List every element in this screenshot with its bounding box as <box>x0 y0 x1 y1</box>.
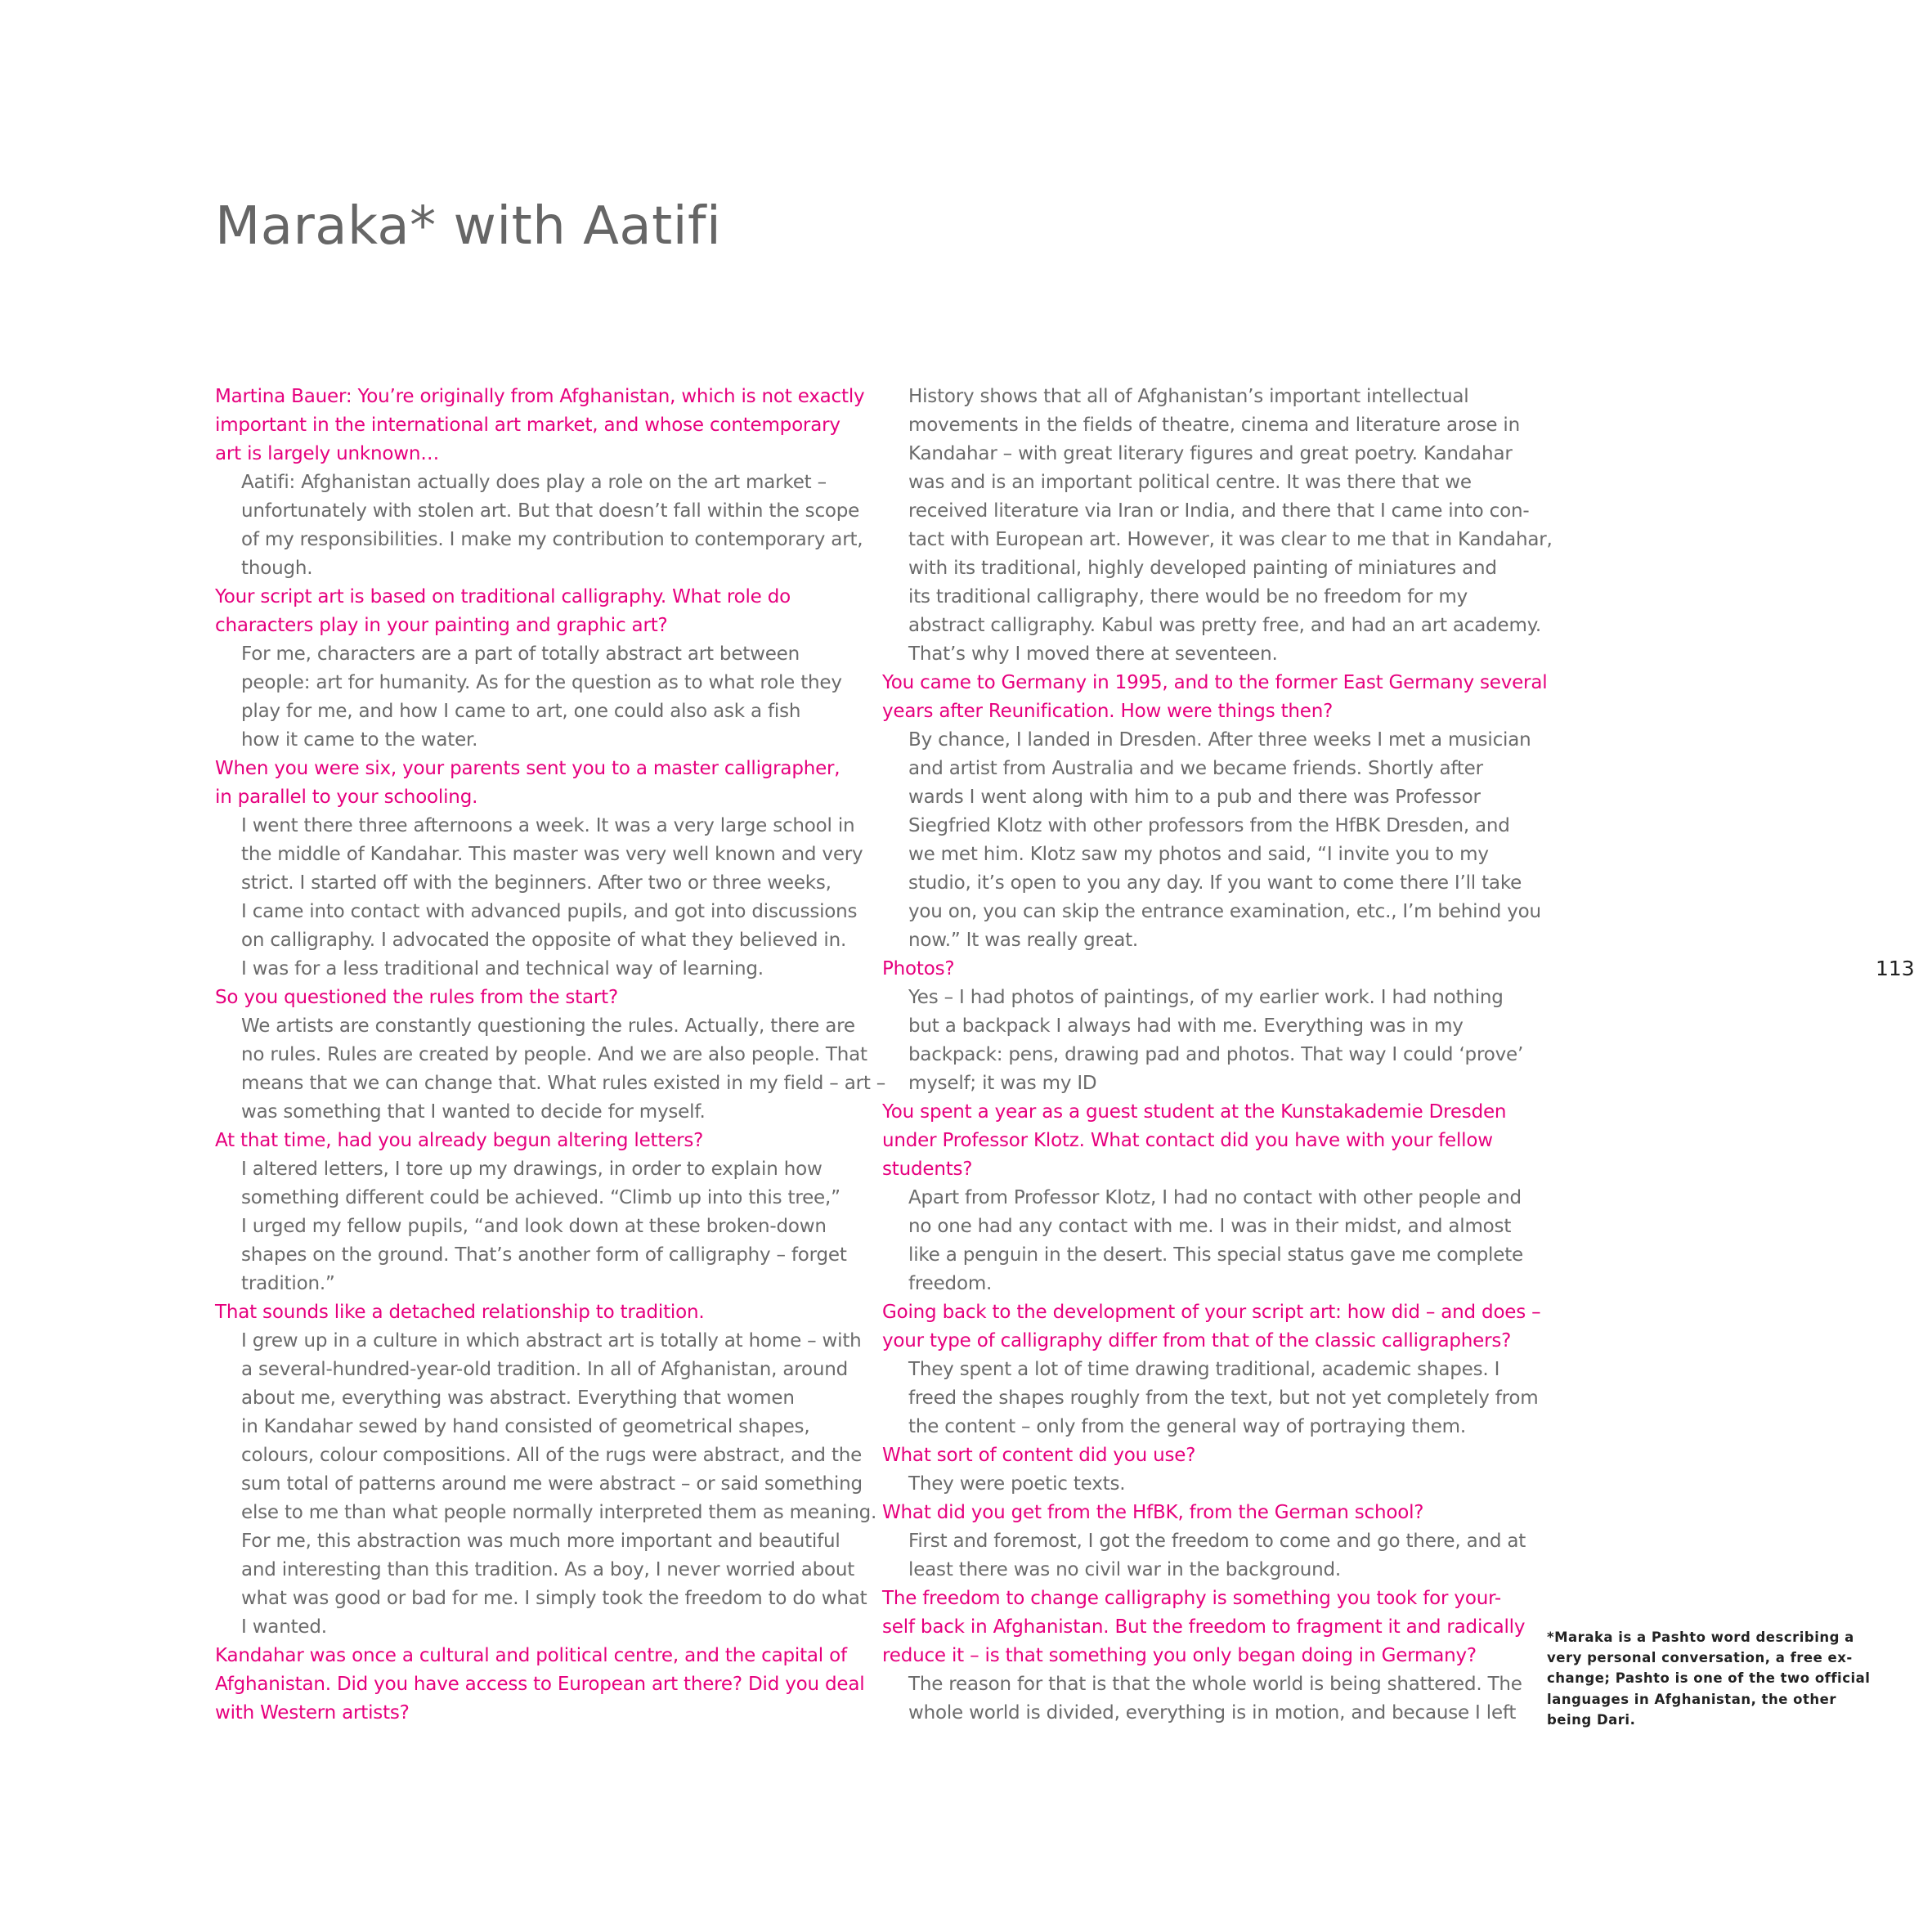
answer-line: tact with European art. However, it was clear to me that in Kandahar, <box>908 529 1553 550</box>
answer-line: and interesting than this tradition. As a boy, I never worried about <box>241 1559 855 1580</box>
answer-line: freedom. <box>908 1273 993 1294</box>
answer-line: tradition.” <box>241 1273 335 1294</box>
answer-line: the content – only from the general way of portraying them. <box>908 1416 1466 1437</box>
answer-line: received literature via Iran or India, and there that I came into con- <box>908 500 1530 522</box>
answer-line: the middle of Kandahar. This master was very well known and very <box>241 844 863 865</box>
question-line: Kandahar was once a cultural and political centre, and the capital of <box>215 1645 847 1666</box>
answer-line: on calligraphy. I advocated the opposite of what they believed in. <box>241 930 847 951</box>
question-line: students? <box>882 1159 973 1180</box>
answer-line: I altered letters, I tore up my drawings, in order to explain how <box>241 1159 823 1180</box>
question-line: in parallel to your schooling. <box>215 787 478 808</box>
answer-line: Yes – I had photos of paintings, of my earlier work. I had nothing <box>908 987 1504 1008</box>
answer-line: of my responsibilities. I make my contribution to contemporary art, <box>241 529 863 550</box>
answer-line: colours, colour compositions. All of the rugs were abstract, and the <box>241 1445 863 1466</box>
footnote-line: being Dari. <box>1547 1711 1636 1728</box>
answer-line: but a backpack I always had with me. Everything was in my <box>908 1015 1464 1037</box>
answer-line: least there was no civil war in the background. <box>908 1559 1341 1580</box>
answer-line: like a penguin in the desert. This special status gave me complete <box>908 1244 1523 1266</box>
answer-line: myself; it was my ID <box>908 1073 1097 1094</box>
answer-line: and artist from Australia and we became friends. Shortly after <box>908 758 1483 779</box>
question-line: Going back to the development of your script art: how did – and does – <box>882 1302 1541 1323</box>
question-line: That sounds like a detached relationship to tradition. <box>215 1302 705 1323</box>
question-line: At that time, had you already begun altering letters? <box>215 1130 704 1151</box>
answer-line: Aatifi: Afghanistan actually does play a role on the art market – <box>241 472 827 493</box>
answer-line: freed the shapes roughly from the text, but not yet completely from <box>908 1387 1539 1409</box>
footnote-line: *Maraka is a Pashto word describing a <box>1547 1629 1854 1645</box>
question-line: with Western artists? <box>215 1702 410 1724</box>
answer-line: its traditional calligraphy, there would be no freedom for my <box>908 586 1468 607</box>
answer-line: I went there three afternoons a week. It was a very large school in <box>241 815 855 836</box>
answer-line: Siegfried Klotz with other professors from the HfBK Dresden, and <box>908 815 1510 836</box>
answer-line: you on, you can skip the entrance examination, etc., I’m behind you <box>908 901 1541 922</box>
answer-line: with its traditional, highly developed painting of miniatures and <box>908 558 1497 579</box>
answer-line: means that we can change that. What rules existed in my field – art – <box>241 1073 886 1094</box>
question-line: What did you get from the HfBK, from the German school? <box>882 1502 1424 1523</box>
answer-line: I urged my fellow pupils, “and look down at these broken-down <box>241 1216 827 1237</box>
footnote <box>1547 1627 1874 1730</box>
question-line: What sort of content did you use? <box>882 1445 1196 1466</box>
answer-line: First and foremost, I got the freedom to come and go there, and at <box>908 1531 1526 1552</box>
answer-line: in Kandahar sewed by hand consisted of geometrical shapes, <box>241 1416 810 1437</box>
answer-line: about me, everything was abstract. Everything that women <box>241 1387 795 1409</box>
question-line: You spent a year as a guest student at the Kunstakademie Dresden <box>882 1101 1507 1123</box>
interview-column-right <box>882 383 1553 1728</box>
answer-line: backpack: pens, drawing pad and photos. That way I could ‘prove’ <box>908 1044 1524 1065</box>
answer-line: That’s why I moved there at seventeen. <box>908 643 1278 665</box>
question-line: important in the international art market, and whose contemporary <box>215 415 840 436</box>
answer-line: shapes on the ground. That’s another form of calligraphy – forget <box>241 1244 847 1266</box>
answer-line: unfortunately with stolen art. But that doesn’t fall within the scope <box>241 500 860 522</box>
answer-line: I was for a less traditional and technical way of learning. <box>241 958 764 979</box>
answer-line: History shows that all of Afghanistan’s important intellectual <box>908 386 1469 407</box>
page-title: Maraka* with Aatifi <box>215 196 722 257</box>
answer-line: wards I went along with him to a pub and there was Professor <box>908 787 1481 808</box>
answer-line: For me, characters are a part of totally abstract art between <box>241 643 800 665</box>
question-line: under Professor Klotz. What contact did you have with your fellow <box>882 1130 1493 1151</box>
answer-line: The reason for that is that the whole world is being shattered. The <box>908 1674 1522 1695</box>
answer-line: was something that I wanted to decide for myself. <box>241 1101 706 1123</box>
question-line: self back in Afghanistan. But the freedom to fragment it and radically <box>882 1616 1526 1638</box>
answer-line: For me, this abstraction was much more important and beautiful <box>241 1531 840 1552</box>
question-line: your type of calligraphy differ from that of the classic calligraphers? <box>882 1330 1512 1352</box>
answer-line: people: art for humanity. As for the question as to what role they <box>241 672 842 693</box>
answer-line: something different could be achieved. “Climb up into this tree,” <box>241 1187 840 1208</box>
question-line: The freedom to change calligraphy is something you took for your- <box>882 1588 1501 1609</box>
answer-line: studio, it’s open to you any day. If you want to come there I’ll take <box>908 872 1522 894</box>
answer-line: a several-hundred-year-old tradition. In all of Afghanistan, around <box>241 1359 848 1380</box>
question-line: When you were six, your parents sent you to a master calligrapher, <box>215 758 840 779</box>
question-line: Afghanistan. Did you have access to European art there? Did you deal <box>215 1674 865 1695</box>
answer-line: whole world is divided, everything is in motion, and because I left <box>908 1702 1517 1724</box>
answer-line: play for me, and how I came to art, one could also ask a fish <box>241 701 801 722</box>
answer-line: Apart from Professor Klotz, I had no contact with other people and <box>908 1187 1522 1208</box>
footnote-line: change; Pashto is one of the two official <box>1547 1670 1871 1687</box>
answer-line: They spent a lot of time drawing traditional, academic shapes. I <box>908 1359 1500 1380</box>
interview-column-left <box>215 383 886 1728</box>
page-number: 113 <box>1876 957 1915 980</box>
footnote-line: languages in Afghanistan, the other <box>1547 1691 1836 1707</box>
answer-line: Kandahar – with great literary figures and great poetry. Kandahar <box>908 443 1513 464</box>
answer-line: I grew up in a culture in which abstract art is totally at home – with <box>241 1330 862 1352</box>
question-line: characters play in your painting and graphic art? <box>215 615 668 636</box>
answer-line: though. <box>241 558 313 579</box>
answer-line: now.” It was really great. <box>908 930 1139 951</box>
answer-line: sum total of patterns around me were abstract – or said something <box>241 1473 863 1495</box>
question-line: years after Reunification. How were things then? <box>882 701 1334 722</box>
question-line: art is largely unknown… <box>215 443 440 464</box>
answer-line: I wanted. <box>241 1616 327 1638</box>
footnote-line: very personal conversation, a free ex- <box>1547 1650 1853 1666</box>
answer-line: was and is an important political centre. It was there that we <box>908 472 1472 493</box>
question-line: Martina Bauer: You’re originally from Afghanistan, which is not exactly <box>215 386 865 407</box>
answer-line: how it came to the water. <box>241 729 478 751</box>
answer-line: strict. I started off with the beginners. After two or three weeks, <box>241 872 832 894</box>
question-line: You came to Germany in 1995, and to the former East Germany several <box>882 672 1548 693</box>
question-line: Your script art is based on traditional calligraphy. What role do <box>215 586 791 607</box>
answer-line: movements in the fields of theatre, cinema and literature arose in <box>908 415 1520 436</box>
answer-line: else to me than what people normally interpreted them as meaning. <box>241 1502 877 1523</box>
answer-line: By chance, I landed in Dresden. After three weeks I met a musician <box>908 729 1531 751</box>
answer-line: no rules. Rules are created by people. And we are also people. That <box>241 1044 867 1065</box>
answer-line: no one had any contact with me. I was in their midst, and almost <box>908 1216 1512 1237</box>
answer-line: I came into contact with advanced pupils, and got into discussions <box>241 901 858 922</box>
answer-line: what was good or bad for me. I simply took the freedom to do what <box>241 1588 867 1609</box>
question-line: Photos? <box>882 958 955 979</box>
answer-line: abstract calligraphy. Kabul was pretty free, and had an art academy. <box>908 615 1541 636</box>
answer-line: They were poetic texts. <box>908 1473 1126 1495</box>
answer-line: we met him. Klotz saw my photos and said, “I invite you to my <box>908 844 1489 865</box>
question-line: So you questioned the rules from the start? <box>215 987 618 1008</box>
answer-line: We artists are constantly questioning the rules. Actually, there are <box>241 1015 855 1037</box>
question-line: reduce it – is that something you only began doing in Germany? <box>882 1645 1477 1666</box>
